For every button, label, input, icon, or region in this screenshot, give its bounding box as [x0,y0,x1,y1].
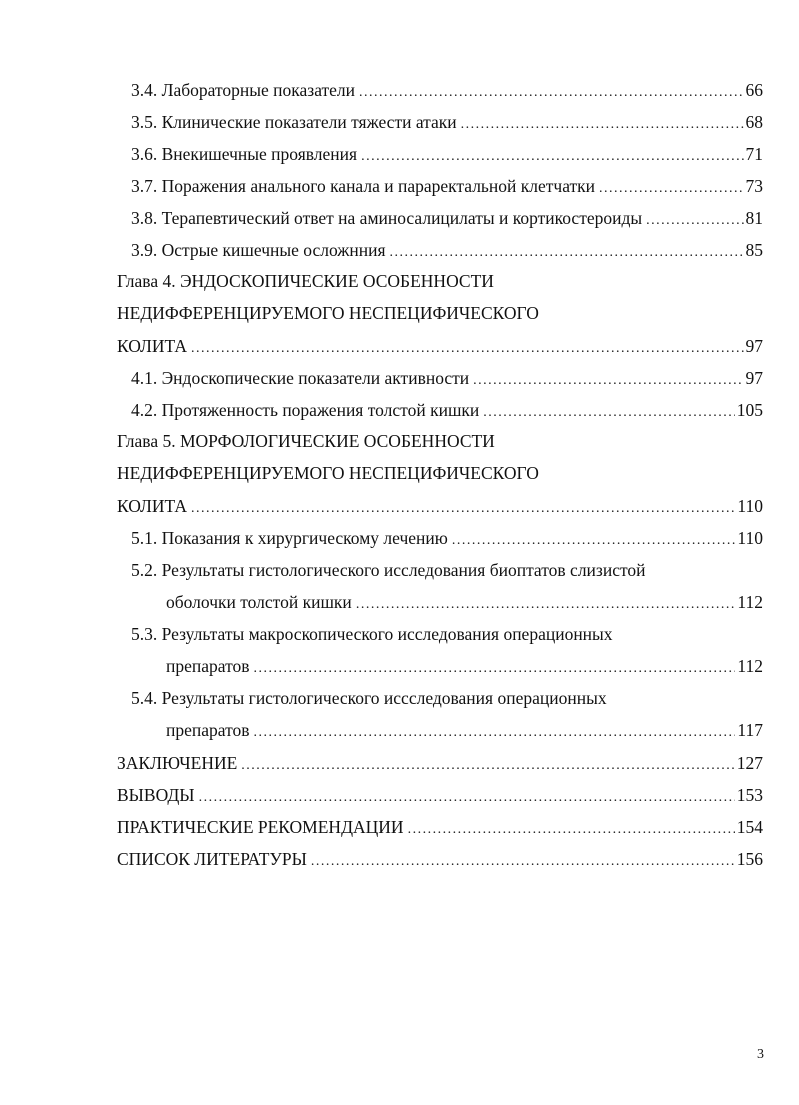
toc-entry-title: 5.1. Показания к хирургическому лечению [131,528,448,548]
toc-entry-4-2 [131,397,763,423]
toc-entry-title: 5.4. Результаты гистологического иссследования операционных [131,688,607,708]
toc-entry-page: 66 [745,80,763,100]
toc-entry-5-4-line-1 [131,685,611,711]
toc-entry-title: 3.9. Острые кишечные осложнния [131,240,386,260]
page-number: 3 [757,1047,764,1062]
toc-entry-page: 110 [737,496,763,516]
dot-leader [646,205,743,234]
toc-findings [117,782,763,808]
toc-entry-page: 112 [737,592,763,612]
dot-leader [254,717,736,746]
toc-entry-title: 3.4. Лабораторные показатели [131,80,356,100]
toc-entry-page: 97 [745,368,763,388]
dot-leader [361,141,743,170]
toc-entry-title: 3.7. Поражения анального канала и параректальной клетчатки [131,176,596,196]
dot-leader [452,525,736,554]
toc-entry-title: 3.6. Внекишечные проявления [131,144,358,164]
toc-entry-page: 68 [745,112,763,132]
dot-leader [599,173,743,202]
toc-entry-5-1 [131,525,763,551]
toc-chapter-5-heading-line-1 [117,428,499,454]
toc-entry-title: 3.5. Клинические показатели тяжести атаки [131,112,457,132]
dot-leader [199,782,735,811]
dot-leader [408,814,735,843]
toc-entry-title: ЗАКЛЮЧЕНИЕ [117,753,238,773]
toc-entry-title: препаратов [166,656,250,676]
toc-entry-page: 105 [736,400,763,420]
toc-entry-3-7 [131,173,763,199]
dot-leader [311,846,735,875]
toc-entry-page: 81 [745,208,763,228]
toc-entry-title: оболочки толстой кишки [166,592,352,612]
toc-entry-page: 112 [737,656,763,676]
toc-entry-5-2-line-1 [131,557,650,583]
toc-entry-3-6 [131,141,763,167]
toc-entry-page: 154 [736,817,763,837]
toc-entry-page: 127 [736,753,763,773]
toc-references [117,846,763,872]
dot-leader [254,653,736,682]
toc-entry-title: 5.2. Результаты гистологического исследования биоптатов слизистой [131,560,646,580]
toc-entry-4-1 [131,365,763,391]
toc-entry-title: 5.3. Результаты макроскопического исследования операционных [131,624,613,644]
toc-entry-3-5 [131,109,763,135]
toc-chapter-4 [117,333,763,359]
toc-chapter-5 [117,493,763,519]
toc-entry-title: КОЛИТА [117,336,187,356]
dot-leader [359,77,743,106]
toc-chapter-5-heading-line-2 [117,460,543,486]
toc-entry-page: 85 [745,240,763,260]
dot-leader [473,365,743,394]
toc-chapter-4-heading-line-1 [117,268,498,294]
toc-recommendations [117,814,763,840]
dot-leader [191,333,744,362]
toc-entry-title: НЕДИФФЕРЕНЦИРУЕМОГО НЕСПЕЦИФИЧЕСКОГО [117,303,539,323]
dot-leader [191,493,735,522]
dot-leader [390,237,744,266]
toc-entry-title: НЕДИФФЕРЕНЦИРУЕМОГО НЕСПЕЦИФИЧЕСКОГО [117,463,539,483]
toc-entry-title: СПИСОК ЛИТЕРАТУРЫ [117,849,307,869]
toc-entry-page: 73 [745,176,763,196]
toc-entry-title: препаратов [166,720,250,740]
toc-entry-title: ВЫВОДЫ [117,785,195,805]
dot-leader [241,750,734,779]
toc-entry-title: 4.2. Протяженность поражения толстой кишки [131,400,480,420]
dot-leader [483,397,734,426]
toc-entry-title: ПРАКТИЧЕСКИЕ РЕКОМЕНДАЦИИ [117,817,404,837]
toc-entry-title: Глава 4. ЭНДОСКОПИЧЕСКИЕ ОСОБЕННОСТИ [117,271,494,291]
toc-entry-3-8 [131,205,763,231]
toc-entry-5-4 [166,717,763,743]
toc-entry-5-3 [166,653,763,679]
toc-entry-page: 117 [737,720,763,740]
toc-entry-title: 3.8. Терапевтический ответ на аминосалицилаты и кортикостероиды [131,208,643,228]
toc-entry-page: 71 [745,144,763,164]
dot-leader [356,589,736,618]
toc-entry-page: 156 [736,849,763,869]
toc-chapter-4-heading-line-2 [117,300,543,326]
toc-entry-title: Глава 5. МОРФОЛОГИЧЕСКИЕ ОСОБЕННОСТИ [117,431,495,451]
toc-entry-page: 97 [745,336,763,356]
toc-entry-title: КОЛИТА [117,496,187,516]
toc-entry-5-2 [166,589,763,615]
dot-leader [461,109,744,138]
toc-entry-page: 153 [736,785,763,805]
toc-conclusion [117,750,763,776]
toc-entry-5-3-line-1 [131,621,617,647]
toc-entry-page: 110 [737,528,763,548]
toc-entry-3-4 [131,77,763,103]
toc-entry-3-9 [131,237,763,263]
toc-entry-title: 4.1. Эндоскопические показатели активности [131,368,470,388]
